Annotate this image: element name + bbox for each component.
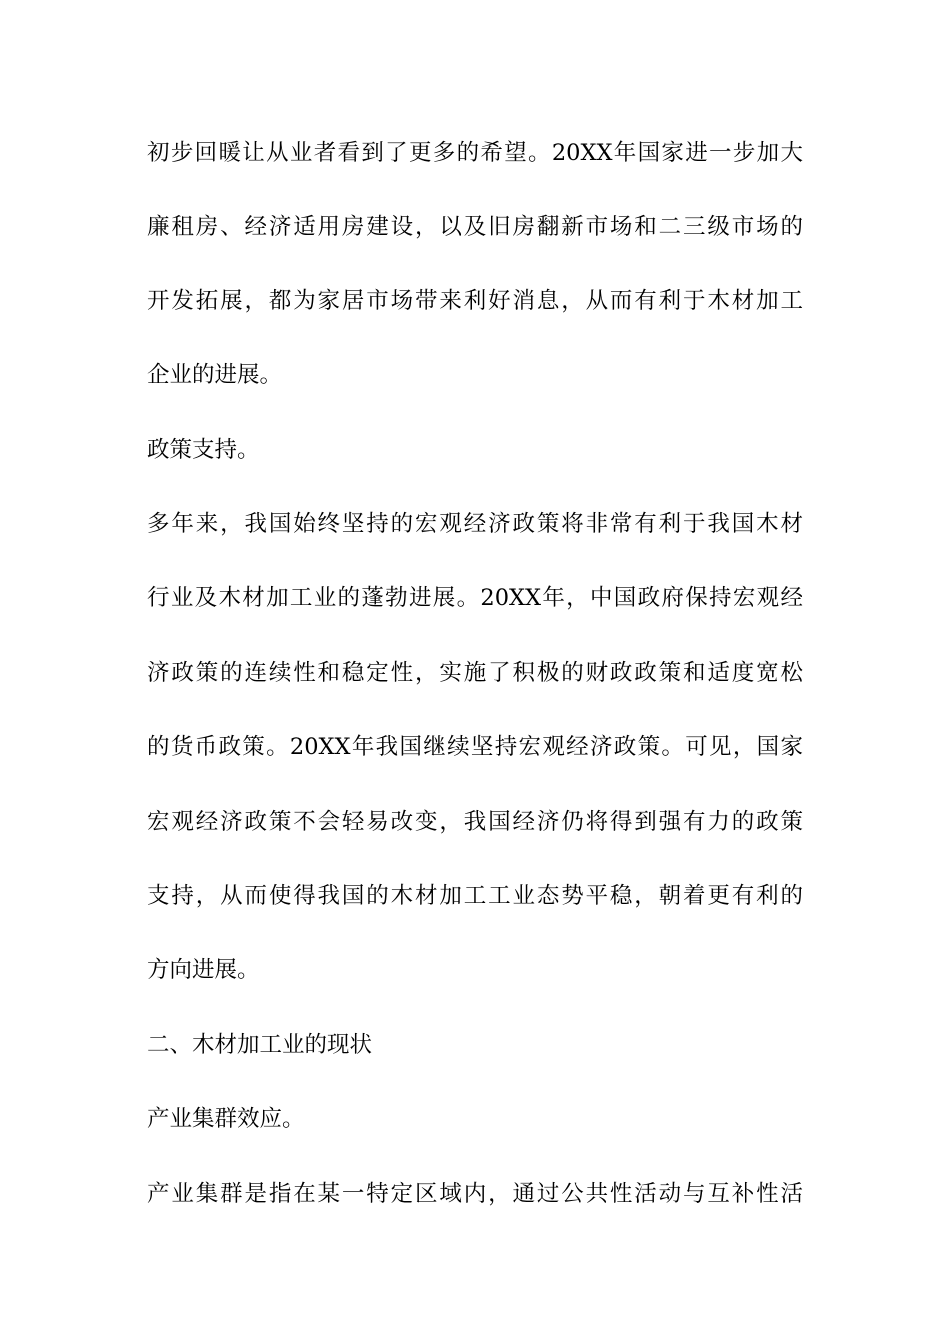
paragraph-line: 开发拓展，都为家居市场带来利好消息，从而有利于木材加工 [147, 288, 803, 314]
section-heading: 政策支持。 [147, 437, 260, 463]
paragraph-line: 企业的进展。 [147, 362, 283, 388]
paragraph-line: 廉租房、经济适用房建设，以及旧房翻新市场和二三级市场的 [147, 214, 803, 240]
section-heading: 产业集群效应。 [147, 1106, 305, 1132]
section-heading: 二、木材加工业的现状 [147, 1032, 373, 1058]
paragraph-line: 支持，从而使得我国的木材加工工业态势平稳，朝着更有利的 [147, 883, 803, 909]
paragraph-line: 宏观经济政策不会轻易改变，我国经济仍将得到强有力的政策 [147, 809, 803, 835]
paragraph-line: 初步回暖让从业者看到了更多的希望。20XX年国家进一步加大 [147, 140, 803, 166]
paragraph-line: 产业集群是指在某一特定区域内，通过公共性活动与互补性活 [147, 1181, 803, 1207]
paragraph-line: 的货币政策。20XX年我国继续坚持宏观经济政策。可见，国家 [147, 734, 803, 760]
paragraph-line: 多年来，我国始终坚持的宏观经济政策将非常有利于我国木材 [147, 511, 803, 537]
paragraph-line: 行业及木材加工业的蓬勃进展。20XX年，中国政府保持宏观经 [147, 585, 803, 611]
paragraph-line: 济政策的连续性和稳定性，实施了积极的财政政策和适度宽松 [147, 660, 803, 686]
paragraph-line: 方向进展。 [147, 957, 260, 983]
